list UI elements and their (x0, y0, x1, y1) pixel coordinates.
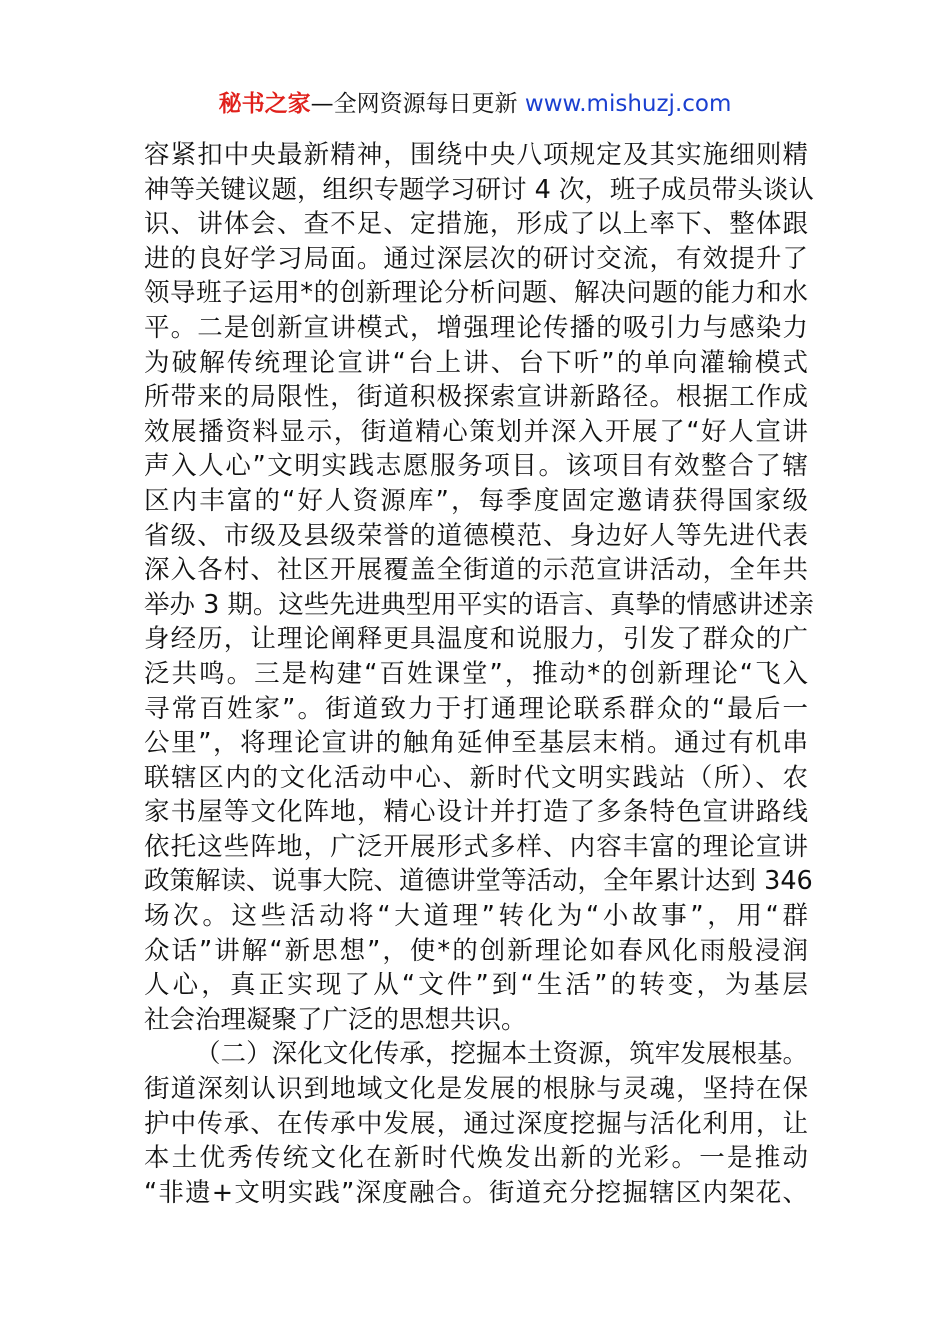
section-heading-line: （二）深化文化传承，挖掘本土资源，筑牢发展根基。 (195, 1039, 808, 1070)
text-line: 人心，真正实现了从“文件”到“生活”的转变，为基层 (144, 970, 808, 1001)
text-line: 家书屋等文化阵地，精心设计并打造了多条特色宣讲路线 (144, 797, 808, 828)
text-line: 身经历，让理论阐释更具温度和说服力，引发了群众的广 (144, 624, 808, 655)
text-line: 护中传承、在传承中发展，通过深度挖掘与活化利用，让 (144, 1108, 808, 1139)
text-line: 进的良好学习局面。通过深层次的研讨交流，有效提升了 (144, 243, 808, 274)
site-url-link[interactable]: www.mishuzj.com (524, 91, 732, 117)
text-line: 举办 3 期。这些先进典型用平实的语言、真挚的情感讲述亲 (144, 589, 814, 620)
text-line: 泛共鸣。三是构建“百姓课堂”，推动*的创新理论“飞入 (144, 658, 808, 689)
text-line: 区内丰富的“好人资源库”，每季度固定邀请获得国家级 (144, 485, 808, 516)
document-body (144, 138, 814, 1210)
text-line: 联辖区内的文化活动中心、新时代文明实践站（所）、农 (144, 762, 808, 793)
text-line: 众话”讲解“新思想”，使*的创新理论如春风化雨般浸润 (144, 935, 808, 966)
text-line: 依托这些阵地，广泛开展形式多样、内容丰富的理论宣讲 (144, 831, 808, 862)
text-line: 神等关键议题，组织专题学习研讨 4 次，班子成员带头谈认 (144, 174, 814, 205)
paragraph-end-line: 社会治理凝聚了广泛的思想共识。 (144, 1004, 527, 1035)
text-line: 深入各村、社区开展覆盖全街道的示范宣讲活动，全年共 (144, 555, 808, 586)
site-header (0, 86, 950, 122)
text-line: 省级、市级及县级荣誉的道德模范、身边好人等先进代表 (144, 520, 808, 551)
text-line: 领导班子运用*的创新理论分析问题、解决问题的能力和水 (144, 278, 808, 309)
text-line: 容紧扣中央最新精神，围绕中央八项规定及其实施细则精 (144, 140, 808, 170)
text-line: 所带来的局限性，街道积极探索宣讲新路径。根据工作成 (144, 382, 808, 413)
text-line: 本土优秀传统文化在新时代焕发出新的光彩。一是推动 (144, 1143, 808, 1174)
text-line: 为破解传统理论宣讲“台上讲、台下听”的单向灌输模式 (144, 347, 808, 378)
text-line: 寻常百姓家”。街道致力于打通理论联系群众的“最后一 (144, 693, 808, 724)
text-line: 识、讲体会、查不足、定措施，形成了以上率下、整体跟 (144, 209, 808, 240)
text-line: 政策解读、说事大院、道德讲堂等活动，全年累计达到 346 (144, 866, 813, 897)
text-line: 公里”，将理论宣讲的触角延伸至基层末梢。通过有机串 (144, 728, 808, 759)
text-line: 效展播资料显示，街道精心策划并深入开展了“好人宣讲 (144, 416, 808, 447)
brand-name: 秘书之家 (218, 91, 311, 117)
text-line: 平。二是创新宣讲模式，增强理论传播的吸引力与感染力 (144, 312, 808, 343)
text-line: “非遗+文明实践”深度融合。街道充分挖掘辖区内架花、 (144, 1177, 808, 1208)
text-line: 场次。这些活动将“大道理”转化为“小故事”，用“群 (144, 901, 808, 932)
text-line: 声入人心”文明实践志愿服务项目。该项目有效整合了辖 (144, 451, 808, 482)
text-line: 街道深刻认识到地域文化是发展的根脉与灵魂，坚持在保 (144, 1074, 808, 1105)
header-slogan: —全网资源每日更新 (310, 91, 518, 117)
